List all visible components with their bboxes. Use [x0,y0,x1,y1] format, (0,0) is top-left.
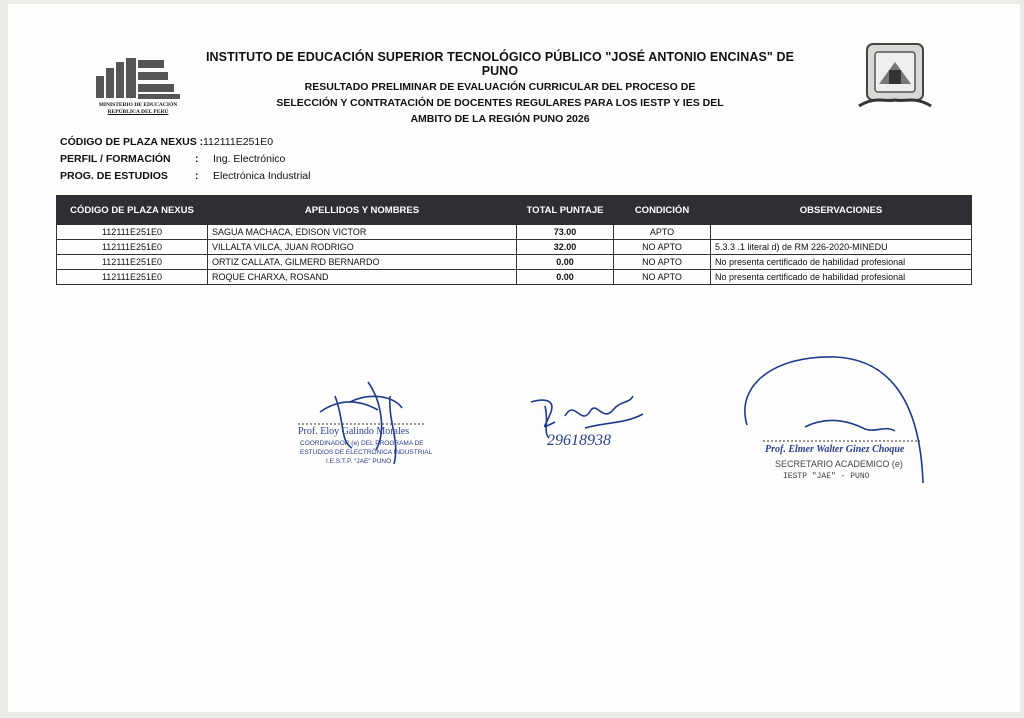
ministerio-logo-caption [88,102,188,115]
institute-seal [855,40,935,112]
header-observaciones: OBSERVACIONES [711,196,972,225]
header-line4: AMBITO DE LA REGIÓN PUNO 2026 [410,113,590,125]
table-row [57,240,972,255]
ministerio-logo [88,56,188,124]
cell-nombre: ROQUE CHARXA, ROSAND [208,270,517,285]
perfil-colon: : [195,153,199,165]
cell-nombre: VILLALTA VILCA, JUAN RODRIGO [208,240,517,255]
logo-caption-line2: REPÚBLICA DEL PERÚ [107,108,169,115]
signature-coordinador-role2: ESTUDIOS DE ELECTRÓNICA INDUSTRIAL [300,449,433,456]
cell-puntaje: 0.00 [517,255,614,270]
cell-observaciones [711,225,972,240]
cell-condicion: NO APTO [614,240,711,255]
perfil-label: PERFIL / FORMACIÓN [60,153,171,165]
prog-value: Electrónica Industrial [213,170,311,182]
cell-codigo: 112111E251E0 [57,255,208,270]
header-institution: INSTITUTO DE EDUCACIÓN SUPERIOR TECNOLÓGICO PÚBLICO "JOSÉ ANTONIO ENCINAS" DE PUNO [205,50,795,78]
cell-condicion: NO APTO [614,270,711,285]
cell-condicion: APTO [614,225,711,240]
cell-nombre: ORTIZ CALLATA, GILMERD BERNARDO [208,255,517,270]
signature-coordinador-role1: COORDINADOR (e) DEL PROGRAMA DE [300,440,424,447]
signature-coordinador-role3: I.E.S.T.P. "JAE" PUNO [326,458,392,465]
signature-secretario-name: Prof. Elmer Walter Ginez Choque [765,444,905,455]
prog-colon: : [195,170,199,182]
cell-puntaje: 73.00 [517,225,614,240]
results-table [56,195,972,285]
plaza-value: 112111E251E0 [203,136,274,148]
header-line3: SELECCIÓN Y CONTRATACIÓN DE DOCENTES REGULARES PARA LOS IESTP Y IES DEL [276,97,724,109]
cell-puntaje: 0.00 [517,270,614,285]
signature-secretario [735,355,930,490]
cell-condicion: NO APTO [614,255,711,270]
header-condicion: CONDICIÓN [614,196,711,225]
cell-observaciones: No presenta certificado de habilidad profesional [711,255,972,270]
table-row [57,225,972,240]
plaza-label: CÓDIGO DE PLAZA NEXUS : [60,136,204,148]
cell-observaciones: No presenta certificado de habilidad profesional [711,270,972,285]
header-line2: RESULTADO PRELIMINAR DE EVALUACIÓN CURRICULAR DEL PROCESO DE [304,81,696,93]
signature-coordinador [290,372,440,482]
cell-observaciones: 5.3.3 .1 literal d) de RM 226-2020-MINEDU [711,240,972,255]
cell-puntaje: 32.00 [517,240,614,255]
signature-middle-handwritten: 29618938 [547,432,611,449]
cell-codigo: 112111E251E0 [57,225,208,240]
signature-secretario-scribble [735,355,930,490]
cell-nombre: SAGUA MACHACA, EDISON VICTOR [208,225,517,240]
cell-codigo: 112111E251E0 [57,240,208,255]
header-codigo: CÓDIGO DE PLAZA NEXUS [57,196,208,225]
ministerio-logo-mark [88,56,188,102]
document-header [200,50,800,126]
logo-caption-line1: MINISTERIO DE EDUCACIÓN [98,102,178,108]
table-header-row [57,196,972,225]
table-row [57,255,972,270]
table-row [57,270,972,285]
header-puntaje: TOTAL PUNTAJE [517,196,614,225]
cell-codigo: 112111E251E0 [57,270,208,285]
perfil-value: Ing. Electrónico [213,153,286,165]
header-nombres: APELLIDOS Y NOMBRES [208,196,517,225]
signature-secretario-role1: SECRETARIO ACADEMICO (e) [775,459,903,469]
signature-secretario-role2: IESTP "JAE" - PUNO [783,472,870,481]
signature-middle [525,388,655,460]
prog-label: PROG. DE ESTUDIOS [60,170,168,182]
signature-coordinador-name: Prof. Eloy Galindo Morales [298,426,410,437]
